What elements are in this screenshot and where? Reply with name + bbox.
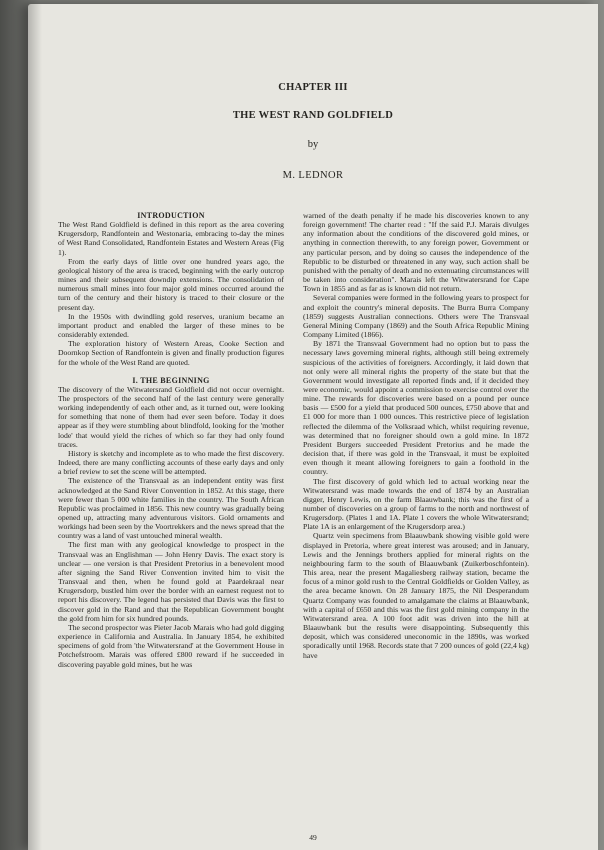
body-paragraph: Several companies were formed in the following years to prospect for and exploit the country's mineral deposits. The Burra Burra Company (1859) suggests Australian connections. Others were The Transvaal General Mining Company (1869) and the South Africa Republic Mining Company Limited (1866). (303, 293, 529, 340)
beginning-heading: I. THE BEGINNING (132, 375, 210, 385)
author-name: M. LEDNOR (282, 170, 344, 181)
intro-paragraph: The exploration history of Western Areas, Cooke Section and Doornkop Section of Randfontein is given and finally production figures for the whole of the West Rand are quoted. (58, 339, 284, 367)
body-paragraph: By 1871 the Transvaal Government had no option but to pass the necessary laws governing mineral rights, although still being extremely suspicious of the activities of foreigners. Accordingly, it laid down that not only were all mineral rights the property of the state but that the Government would investigate all reported finds and, if it decided they were economic, would appoint a commission to exercise control over the mine. The rewards for discoveries were based on a pound per ounce basis — £500 for a yield that produced 500 ounces, £750 above that and £1 000 for more than 1 000 ounces. This restrictive piece of legislation reflected the dilemma of the Volksraad which, whilst requiring revenue, was determined that no foreigner should own a gold mine. In 1872 President Burgers succeeded President Pretorius and he made the decision that, if there was gold in the Transvaal, it must be exploited even though it meant allowing foreigners to gain a foothold in the country. (303, 339, 529, 477)
introduction-heading: INTRODUCTION (137, 211, 205, 220)
book-page (28, 4, 598, 850)
body-paragraph: warned of the death penalty if he made his discoveries known to any foreign government! The charter read : "If the said P.J. Marais divulges any information about the conditions of the discovered gold mines, or anything in connection therewith, to any foreign power, Government or any particular person, and by doing so causes the independence of the Republic to be disturbed or threatened in any way, such action shall be punished with the penalty of death and no extenuating circumstances will be taken into consideration". Marais left the Witwatersrand for Cape Town in 1855 and as far as is known did not return. (303, 211, 529, 294)
body-paragraph: The second prospector was Pieter Jacob Marais who had gold digging experience in California and Australia. In January 1854, he exhibited specimens of gold from 'the Witwatersrand' at the Government House in Potchefstroom. Marais was offered £800 reward if he succeeded in discovering payable gold mines, but he was (58, 622, 284, 669)
chapter-title: THE WEST RAND GOLDFIELD (232, 110, 394, 121)
page-number: 49 (309, 833, 317, 842)
chapter-label: CHAPTER III (278, 82, 348, 93)
intro-paragraph: In the 1950s with dwindling gold reserves, uranium became an important product and enabled the larger of these mines to be considerably extended. (58, 311, 284, 340)
intro-paragraph: The West Rand Goldfield is defined in this report as the area covering Krugersdorp, Randfontein and Westonaria, embracing to-day the mines of West Rand Consolidated, Randfontein Estates and Western Areas (Fig 1). (58, 220, 284, 257)
body-paragraph: The first man with any geological knowledge to prospect in the Transvaal was an Englishman — John Henry Davis. The exact story is unclear — one version is that President Pretorius in a benevolent mood after signing the Sand River Convention invited him to visit the Transvaal and then, when he found gold at Paardekraal near Krugersdorp, bustled him over the border with an earnest request not to report his discovery. The legend has persisted that Davis was the first to discover gold in the Rand and that the Republican Government bought the gold from him for six hundred pounds. (58, 540, 284, 623)
by-line: by (307, 139, 319, 150)
body-paragraph: The first discovery of gold which led to actual working near the Witwatersrand was made towards the end of 1874 by an Australian digger, Henry Lewis, on the farm Blaauwbank; this was the first of a number of discoveries on a group of farms to the north and northwest of Krugersdorp. (Plates 1 and 1A. Plate 1 covers the whole Witwatersrand; Plate 1A is an enlargement of the Krugersdorp area.) (303, 476, 529, 532)
intro-paragraph: From the early days of little over one hundred years ago, the geological history of the area is traced, beginning with the early outcrop mines and their subsequent downdip extensions. The consolidation of numerous small mines into four major gold mines occurred around the turn of the century and their history is traced to their closure or the present day. (58, 256, 284, 312)
body-paragraph: The discovery of the Witwatersrand Goldfield did not occur overnight. The prospectors of the second half of the last century were generally working independently of each other and, as it turned out, were looking for something that none of them had ever seen before. Today it does appear as if they were stumbling about blindfold, looking for the 'mother lode' that would yield the riches of which so far they had only found traces. (58, 384, 284, 449)
body-paragraph: Quartz vein specimens from Blaauwbank showing visible gold were displayed in Pretoria, where great interest was aroused; and in January, Lewis and the Jennings brothers applied for mineral rights on the neighbouring farm to the south of Blaauwbank (Zuikerboschfontein). This area, near the present Magaliesberg railway station, became the focus of a minor gold rush to the Central Goldfields or Golden Valley, as the area became known. On 28 January 1875, the Nil Desperandum Quartz Company was founded to amalgamate the claims at Blaauwbank, with a capital of £650 and this was the first gold mining company in the Witwatersrand area. A 100 foot adit was driven into the hill at Blaauwbank but the results were disappointing. Subsequently this deposit, which was considered uneconomic in the 1890s, was worked sporadically until 1968. Records state that 7 200 ounces of gold (22,4 kg) have (303, 531, 529, 660)
left-column (58, 211, 284, 669)
body-paragraph: History is sketchy and incomplete as to who made the first discovery. Indeed, there are many conflicting accounts of these early days and only a brief review to set the scene will be attempted. (58, 448, 284, 477)
page-binding-shadow (28, 4, 42, 850)
body-paragraph: The existence of the Transvaal as an independent entity was first acknowledged at the Sand River Convention in 1852. At this stage, there were fewer than 5 000 white families in the country. The South African Republic was proclaimed in 1856. This new country was gradually being opened up, attracting many adventurous visitors. Gold ornaments and workings had been seen by the Voortrekkers and the news spread that the country was a land of vast untouched mineral wealth. (58, 476, 284, 541)
right-column (303, 211, 529, 660)
